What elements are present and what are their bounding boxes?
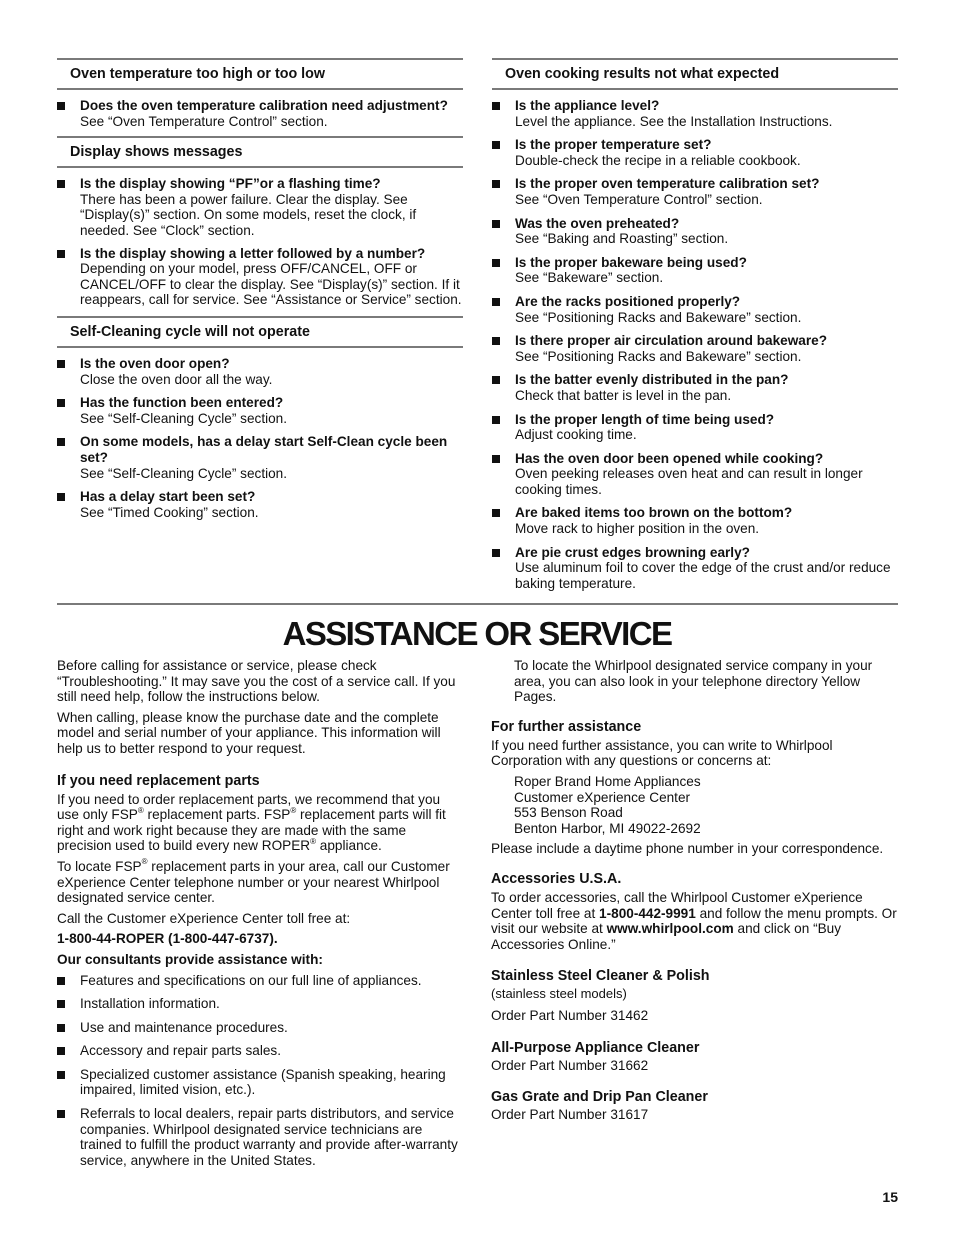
list-item <box>57 1020 463 1036</box>
answer: Move rack to higher position in the oven. <box>515 521 760 537</box>
question: Has a delay start been set? <box>80 489 256 505</box>
section-heading-oven-temp: Oven temperature too high or too low <box>57 58 463 90</box>
address-line: Customer eXperience Center <box>514 789 691 805</box>
square-bullet-icon <box>57 180 65 188</box>
trouble-left-column <box>57 58 463 520</box>
further-assistance-text: If you need further assistance, you can write to Whirlpool Corporation with any questions or concerns at: <box>491 737 833 769</box>
square-bullet-icon <box>492 509 500 517</box>
section-heading-cooking-results: Oven cooking results not what expected <box>492 58 898 90</box>
text-run: and follow the menu prompts. Or visit our website at <box>491 905 897 937</box>
list-item <box>57 246 463 308</box>
page-title: ASSISTANCE OR SERVICE <box>282 615 672 652</box>
list-item-text: Specialized customer assistance (Spanish speaking, hearing impaired, limited vision, etc.). <box>80 1066 446 1098</box>
question: Has the function been entered? <box>80 395 284 411</box>
list-item <box>57 434 463 481</box>
square-bullet-icon <box>57 493 65 501</box>
section-divider <box>57 603 898 605</box>
self-clean-list <box>57 356 463 520</box>
list-item <box>57 98 463 129</box>
square-bullet-icon <box>492 298 500 306</box>
list-item-text: Installation information. <box>80 996 220 1012</box>
square-bullet-icon <box>492 455 500 463</box>
list-item <box>57 489 463 520</box>
square-bullet-icon <box>57 399 65 407</box>
address-line: Roper Brand Home Appliances <box>514 773 701 789</box>
text-run: If you need to order replacement parts, we recommend that you use only FSP <box>57 791 441 823</box>
square-bullet-icon <box>492 220 500 228</box>
text-run: and click on “Buy Accessories Online.” <box>491 921 842 952</box>
answer: See “Bakeware” section. <box>515 270 664 286</box>
question: On some models, has a delay start Self-Clean cycle been set? <box>80 434 448 465</box>
product-name: Stainless Steel Cleaner & Polish <box>491 968 710 985</box>
consultants-list <box>57 973 463 1169</box>
square-bullet-icon <box>492 180 500 188</box>
list-item <box>492 216 898 247</box>
list-item <box>492 372 898 403</box>
question: Does the oven temperature calibration need adjustment? <box>80 98 448 113</box>
list-item-text: Referrals to local dealers, repair parts distributors, and service companies. Whirlpool designated service technicians are trained to fulfill the product warranty and provide after-warranty service, anywhere in the United States. <box>80 1106 458 1168</box>
answer: Use aluminum foil to cover the edge of the crust and/or reduce baking temperature. <box>515 560 891 591</box>
answer: See “Self-Cleaning Cycle” section. <box>80 410 288 426</box>
question: Are the racks positioned properly? <box>515 293 741 309</box>
answer: There has been a power failure. Clear the display. See “Display(s)” section. On some models, reset the clock, if needed. See “Clock” section. <box>80 191 417 238</box>
further-assistance-heading: For further assistance <box>491 718 642 735</box>
product-note: (stainless steel models) <box>491 986 627 1002</box>
list-item <box>492 451 898 498</box>
answer: See “Oven Temperature Control” section. <box>515 191 763 207</box>
square-bullet-icon <box>492 102 500 110</box>
list-item <box>492 137 898 168</box>
square-bullet-icon <box>492 259 500 267</box>
square-bullet-icon <box>492 416 500 424</box>
product-part-number: Order Part Number 31462 <box>491 1007 649 1023</box>
square-bullet-icon <box>57 1024 65 1032</box>
list-item-text: Accessory and repair parts sales. <box>80 1043 281 1059</box>
accessories-text <box>491 890 901 952</box>
section-heading-self-clean: Self-Cleaning cycle will not operate <box>57 316 463 348</box>
consultants-heading: Our consultants provide assistance with: <box>57 951 323 967</box>
list-item <box>57 1067 463 1098</box>
locate-service-text: To locate the Whirlpool designated service company in your area, you can also look in your telephone directory Yellow Pages. <box>514 658 873 705</box>
list-item <box>57 1106 463 1168</box>
registered-mark: ® <box>290 805 297 815</box>
question: Is the batter evenly distributed in the pan? <box>515 372 789 388</box>
square-bullet-icon <box>57 250 65 258</box>
phone-number: 1-800-44-ROPER (1-800-447-6737). <box>57 931 278 947</box>
accessories-heading: Accessories U.S.A. <box>491 870 622 887</box>
list-item <box>57 973 463 989</box>
list-item <box>57 176 463 238</box>
square-bullet-icon <box>57 1110 65 1118</box>
trouble-right-column <box>492 58 898 591</box>
replacement-parts-heading: If you need replacement parts <box>57 772 260 789</box>
question: Is the display showing “PF”or a flashing time? <box>80 176 381 192</box>
answer: See “Timed Cooking” section. <box>80 504 259 520</box>
answer: Check that batter is level in the pan. <box>515 387 732 403</box>
call-center-text: Call the Customer eXperience Center toll free at: <box>57 910 351 926</box>
section-heading-display: Display shows messages <box>57 136 463 168</box>
assistance-right-column <box>491 658 901 1123</box>
answer: Adjust cooking time. <box>515 427 637 443</box>
intro-paragraph-2: When calling, please know the purchase date and the complete model and serial number of your appliance. This information will help us to better respond to your request. <box>57 709 441 756</box>
list-item <box>492 255 898 286</box>
intro-paragraph-1: Before calling for assistance or service, please check “Troubleshooting.” It may save you the cost of a service call. If you still need help, follow the instructions below. <box>57 658 456 705</box>
list-item <box>492 412 898 443</box>
answer: See “Baking and Roasting” section. <box>515 231 729 247</box>
question: Is the oven door open? <box>80 355 230 371</box>
answer: See “Positioning Racks and Bakeware” section. <box>515 348 802 364</box>
list-item <box>492 176 898 207</box>
question: Was the oven preheated? <box>515 215 680 231</box>
registered-mark: ® <box>310 836 317 846</box>
text-run: replacement parts. FSP <box>143 807 291 823</box>
answer: Double-check the recipe in a reliable cookbook. <box>515 152 801 168</box>
mailing-address <box>491 774 901 836</box>
product-part-number: Order Part Number 31662 <box>491 1057 649 1073</box>
question: Is the appliance level? <box>515 98 660 113</box>
replacement-parts-text <box>57 792 463 854</box>
registered-mark: ® <box>137 805 144 815</box>
list-item-text: Features and specifications on our full line of appliances. <box>80 972 422 988</box>
square-bullet-icon <box>57 1071 65 1079</box>
text-run: To locate FSP <box>57 858 142 874</box>
list-item <box>57 1043 463 1059</box>
list-item <box>492 294 898 325</box>
square-bullet-icon <box>492 141 500 149</box>
square-bullet-icon <box>57 438 65 446</box>
question: Is the display showing a letter followed by a number? <box>80 245 426 261</box>
website-link[interactable]: www.whirlpool.com <box>606 921 734 937</box>
square-bullet-icon <box>492 549 500 557</box>
square-bullet-icon <box>57 102 65 110</box>
list-item <box>57 395 463 426</box>
product-name: Gas Grate and Drip Pan Cleaner <box>491 1089 708 1106</box>
answer: See “Self-Cleaning Cycle” section. <box>80 465 288 481</box>
address-line: Benton Harbor, MI 49022-2692 <box>514 820 701 836</box>
display-list <box>57 176 463 308</box>
list-item <box>492 333 898 364</box>
list-item <box>492 545 898 592</box>
question: Are pie crust edges browning early? <box>515 544 750 560</box>
answer: See “Oven Temperature Control” section. <box>80 113 328 129</box>
oven-temp-list <box>57 98 463 129</box>
question: Is the proper oven temperature calibration set? <box>515 176 820 192</box>
question: Has the oven door been opened while cooking? <box>515 450 824 466</box>
square-bullet-icon <box>492 376 500 384</box>
list-item <box>57 356 463 387</box>
question: Is the proper temperature set? <box>515 137 712 153</box>
answer: Level the appliance. See the Installation Instructions. <box>515 113 833 129</box>
text-run: replacement parts in your area, call our Customer eXperience Center telephone number or your nearest Whirlpool designated service center. <box>57 858 450 906</box>
square-bullet-icon <box>57 1000 65 1008</box>
address-line: 553 Benson Road <box>514 805 623 821</box>
list-item <box>492 98 898 129</box>
product-name: All-Purpose Appliance Cleaner <box>491 1039 700 1056</box>
include-phone-text: Please include a daytime phone number in your correspondence. <box>491 841 884 857</box>
list-item <box>57 996 463 1012</box>
product-part-number: Order Part Number 31617 <box>491 1107 649 1123</box>
registered-mark: ® <box>141 857 148 867</box>
assistance-left-column <box>57 658 463 1168</box>
question: Is the proper length of time being used? <box>515 411 775 427</box>
text-run: replacement parts will fit right and work right because they are made with the same precision used to build every new ROPER <box>57 807 446 854</box>
square-bullet-icon <box>57 977 65 985</box>
square-bullet-icon <box>57 360 65 368</box>
list-item-text: Use and maintenance procedures. <box>80 1019 288 1035</box>
answer: Depending on your model, press OFF/CANCEL, OFF or CANCEL/OFF to clear the display. See “Display(s)” section. If it reappears, call for service. See “Assistance or Service” section. <box>80 261 462 308</box>
answer: See “Positioning Racks and Bakeware” section. <box>515 309 802 325</box>
square-bullet-icon <box>57 1047 65 1055</box>
question: Is there proper air circulation around bakeware? <box>515 333 827 349</box>
cooking-results-list <box>492 98 898 591</box>
answer: Oven peeking releases oven heat and can result in longer cooking times. <box>515 466 863 497</box>
text-run: appliance. <box>316 838 382 854</box>
text-run: To order accessories, call the Whirlpool Customer eXperience Center toll free at <box>491 889 863 921</box>
locate-parts-text <box>57 859 463 906</box>
question: Are baked items too brown on the bottom? <box>515 505 793 521</box>
page-number: 15 <box>882 1189 898 1205</box>
question: Is the proper bakeware being used? <box>515 254 747 270</box>
answer: Close the oven door all the way. <box>80 371 273 387</box>
accessories-phone: 1-800-442-9991 <box>599 905 696 921</box>
square-bullet-icon <box>492 337 500 345</box>
list-item <box>492 505 898 536</box>
